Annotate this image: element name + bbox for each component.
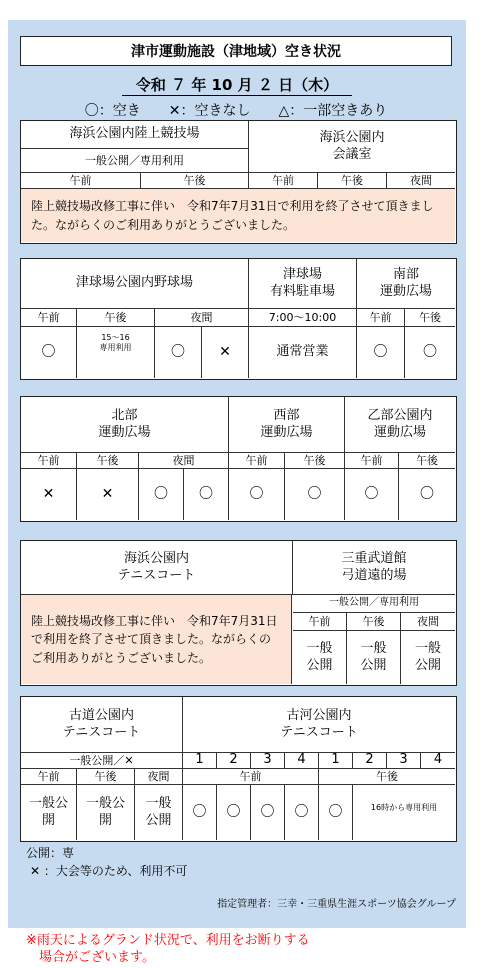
header-cell: 午後 [285, 453, 345, 469]
status-cell: 〇 [357, 327, 405, 378]
header-cell: 午後 [141, 173, 249, 189]
facility-name: 三重武道館 弓道遠的場 [293, 541, 455, 595]
date-line: 令和 ７ 年 10 月 ２ 日（木） [122, 74, 352, 96]
status-cell: ✕ [202, 327, 249, 378]
footnote: 公開：専 [26, 846, 75, 860]
section-1 [20, 120, 457, 244]
header-cell: 午前 [21, 453, 77, 469]
header-cell: 午後 [318, 173, 387, 189]
header-cell: 午前 [21, 769, 77, 785]
facility-name: 海浜公園内 会議室 [249, 121, 455, 173]
header-cell: 夜間 [139, 453, 229, 469]
header-cell: 午後 [319, 769, 455, 785]
status-cell: 〇 [319, 785, 353, 840]
status-cell: 〇 [21, 327, 77, 378]
court-number: 3 [387, 753, 421, 769]
section-5 [20, 696, 457, 842]
facility-name: 海浜公園内 テニスコート [21, 541, 293, 595]
section-3 [20, 396, 457, 522]
court-number: 4 [421, 753, 455, 769]
header-cell: 午前 [249, 173, 318, 189]
court-number: 2 [353, 753, 387, 769]
facility-name: 古河公園内 テニスコート [183, 697, 455, 753]
usage-type: 一般公開／専用利用 [293, 595, 455, 613]
status-cell: 〇 [420, 485, 434, 502]
status-cell: 〇 [423, 343, 437, 360]
header-cell: 午前 [21, 173, 141, 189]
status-cell: 一般 公開 [414, 641, 441, 673]
court-number: 1 [183, 753, 217, 769]
status-cell: 〇 [155, 327, 202, 378]
facility-name: 津球場公園内野球場 [21, 259, 249, 309]
header-cell: 夜間 [387, 173, 455, 189]
status-cell: 〇 [345, 469, 399, 520]
header-cell: 午後 [405, 309, 455, 327]
manager-credit: 指定管理者：三幸・三重県生涯スポーツ協会グループ [217, 899, 456, 910]
court-number: 1 [319, 753, 353, 769]
facility-name: 乙部公園内 運動広場 [345, 397, 455, 453]
status-cell: 通常営業 [249, 327, 357, 378]
rain-warning: ※雨天によるグランド状況で、利用をお断りする 場合がございます。 [26, 933, 310, 965]
status-cell: 一般公 開 [21, 785, 77, 840]
court-number: 3 [251, 753, 285, 769]
header-cell: 午前 [183, 769, 319, 785]
header-cell: 午前 [229, 453, 285, 469]
status-cell: 〇 [183, 785, 217, 840]
symbol-legend: 〇：空き ✕：空きなし △：一部空きあり [84, 103, 388, 119]
facility-name: 海浜公園内陸上競技場 [21, 121, 249, 149]
status-cell: 〇 [285, 785, 319, 840]
footnote: ✕ ：大会等のため、利用不可 [30, 864, 188, 878]
header-cell: 午前 [293, 613, 347, 631]
status-cell: ✕ [21, 469, 77, 520]
status-cell: 〇 [139, 469, 184, 520]
header-cell: 午後 [77, 453, 139, 469]
header-cell: 午後 [399, 453, 455, 469]
status-cell: 一般 公開 [293, 631, 347, 684]
header-cell: 午後 [77, 309, 155, 327]
status-cell: ✕ [77, 469, 139, 520]
court-number: 4 [285, 753, 319, 769]
facility-name: 津球場 有料駐車場 [249, 259, 357, 309]
header-cell: 午前 [21, 309, 77, 327]
court-number: 2 [217, 753, 251, 769]
header-cell: 午後 [77, 769, 135, 785]
header-cell: 夜間 [135, 769, 183, 785]
header-cell: 午前 [357, 309, 405, 327]
closure-notice: 陸上競技場改修工事に伴い 令和7年7月31日で利用を終了させて頂きました。ながらくのご利用ありがとうございました。 [21, 189, 455, 242]
header-cell: 夜間 [155, 309, 249, 327]
page-title: 津市運動施設（津地域）空き状況 [131, 44, 341, 60]
facility-name: 古道公園内 テニスコート [21, 697, 183, 753]
status-cell: 16時から専用利用 [370, 803, 438, 812]
status-cell: 〇 [285, 469, 345, 520]
header-cell: 午前 [345, 453, 399, 469]
status-cell: 一般 公開 [135, 785, 183, 840]
closure-notice: 陸上競技場改修工事に伴い 令和7年7月31日で利用を終了させて頂きました。ながらくのご利用ありがとうございました。 [21, 595, 292, 684]
title-box [20, 36, 452, 66]
status-cell: 15～16 専用利用 [77, 327, 155, 378]
facility-name: 西部 運動広場 [229, 397, 345, 453]
usage-type: 一般公開／✕ [21, 753, 183, 769]
facility-name: 南部 運動広場 [357, 259, 455, 309]
facility-name: 北部 運動広場 [21, 397, 229, 453]
status-cell: 〇 [184, 469, 229, 520]
usage-type: 一般公開／専用利用 [21, 149, 249, 173]
header-cell: 夜間 [401, 613, 455, 631]
status-cell: 一般公 開 [77, 785, 135, 840]
status-cell: 〇 [217, 785, 251, 840]
section-4 [20, 540, 457, 686]
header-cell: 午後 [347, 613, 401, 631]
status-cell: 〇 [251, 785, 285, 840]
header-cell: 7:00～10:00 [249, 309, 357, 327]
status-cell: 一般 公開 [347, 631, 401, 684]
status-cell: 〇 [229, 469, 285, 520]
section-2 [20, 258, 457, 380]
